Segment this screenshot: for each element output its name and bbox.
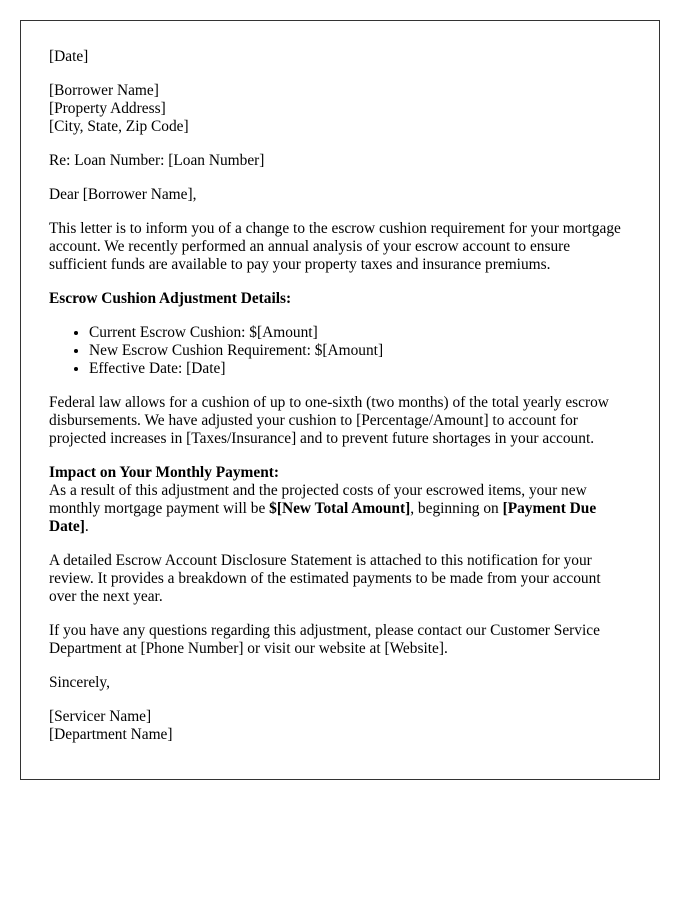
recipient-address-block	[49, 82, 631, 136]
signature-block	[49, 708, 631, 744]
contact-paragraph: If you have any questions regarding this adjustment, please contact our Customer Service Department at [Phone Number] or visit our website at [Website].	[49, 622, 600, 657]
detail-item-current-cushion: • Current Escrow Cushion: $[Amount]	[89, 324, 631, 342]
intro-paragraph: This letter is to inform you of a change to the escrow cushion requirement for your mortgage account. We recently performed an annual analysis of your escrow account to ensure sufficient funds are available to pay your property taxes and insurance premiums.	[49, 220, 621, 273]
detail-item-effective-date: • Effective Date: [Date]	[89, 360, 631, 378]
letter-date: [Date]	[49, 48, 89, 65]
loan-reference: Re: Loan Number: [Loan Number]	[49, 152, 265, 169]
salutation: Dear [Borrower Name],	[49, 186, 197, 203]
impact-text-end: .	[84, 518, 89, 535]
servicer-name: [Servicer Name]	[49, 708, 152, 725]
federal-law-paragraph: Federal law allows for a cushion of up to one-sixth (two months) of the total yearly escrow disbursements. We have adjusted your cushion to [Percentage/Amount] to account for projected increases in [Taxes/Insurance] and to prevent future shortages in your account.	[49, 394, 609, 447]
payment-due-date: [Payment Due Date]	[49, 500, 597, 535]
impact-section	[49, 464, 631, 536]
letter-document	[20, 20, 660, 780]
recipient-property-address: [Property Address]	[49, 100, 166, 117]
detail-item-new-cushion: • New Escrow Cushion Requirement: $[Amount]	[89, 342, 631, 360]
impact-heading: Impact on Your Monthly Payment:	[49, 464, 280, 481]
impact-text-between: , beginning on	[410, 500, 503, 517]
new-total-amount: $[New Total Amount]	[269, 500, 411, 517]
details-heading: Escrow Cushion Adjustment Details:	[49, 290, 292, 307]
closing: Sincerely,	[49, 674, 110, 691]
details-list	[49, 324, 631, 378]
recipient-city-state-zip: [City, State, Zip Code]	[49, 118, 189, 135]
department-name: [Department Name]	[49, 726, 173, 743]
recipient-name: [Borrower Name]	[49, 82, 159, 99]
disclosure-paragraph: A detailed Escrow Account Disclosure Statement is attached to this notification for your review. It provides a breakdown of the estimated payments to be made from your account over the next year.	[49, 552, 601, 605]
impact-text-before-amount: As a result of this adjustment and the projected costs of your escrowed items, your new monthly mortgage payment will be	[49, 482, 587, 517]
